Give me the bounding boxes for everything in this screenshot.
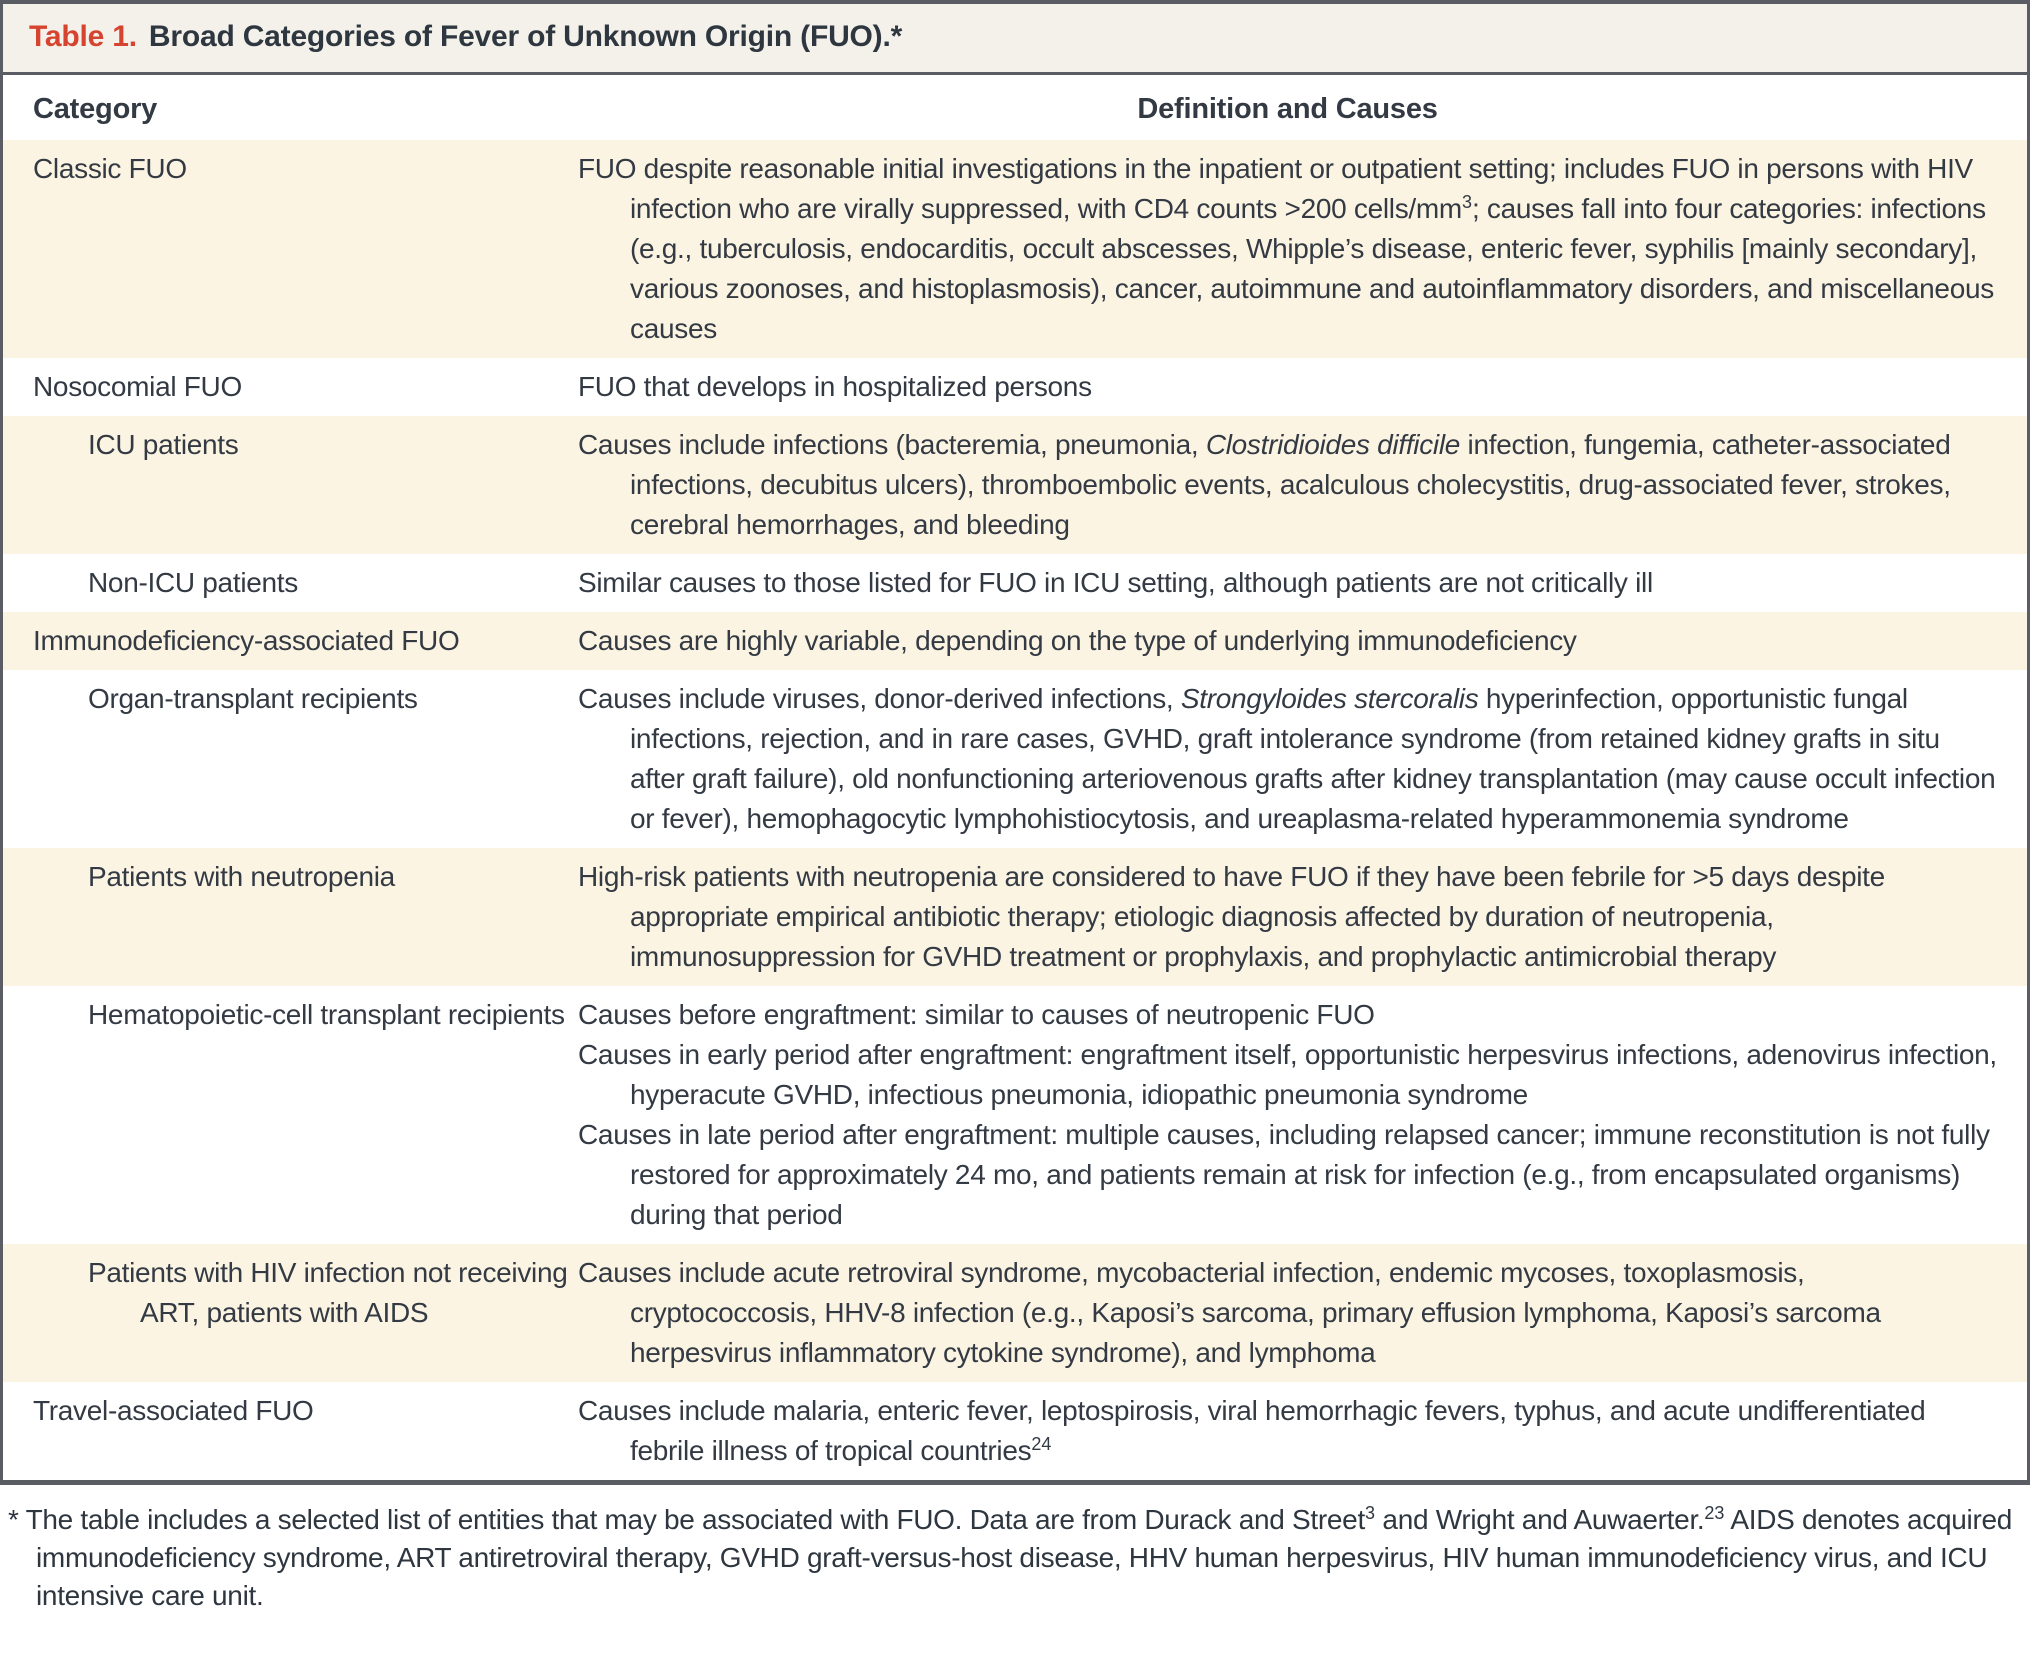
category-cell: Non-ICU patients bbox=[88, 567, 298, 598]
definition-paragraph bbox=[578, 621, 1997, 661]
text-segment: Causes are highly variable, depending on the type of underlying immunodeficiency bbox=[578, 625, 1577, 656]
category-cell: Patients with neutropenia bbox=[88, 861, 395, 892]
definition-paragraph bbox=[578, 1253, 1997, 1373]
reference-superscript: 3 bbox=[1364, 1503, 1375, 1523]
table-body bbox=[3, 140, 2027, 1480]
category-cell: Travel-associated FUO bbox=[33, 1395, 314, 1426]
italic-species-name: Clostridioides difficile bbox=[1205, 429, 1461, 460]
reference-superscript: 24 bbox=[1031, 1434, 1052, 1454]
text-segment: Causes include malaria, enteric fever, leptospirosis, viral hemorrhagic fevers, typhus, and acute undifferentiated febrile illness of tropical countries bbox=[578, 1395, 1926, 1466]
definition-paragraph bbox=[578, 995, 1997, 1035]
table-row bbox=[3, 848, 2027, 986]
table-number: Table 1. bbox=[29, 20, 137, 53]
table-title bbox=[3, 4, 2027, 75]
text-segment: Causes in late period after engraftment: multiple causes, including relapsed cancer; immune reconstitution is not fully restored for approximately 24 mo, and patients remain at risk for infection (e.g., from encapsulated organisms) during that period bbox=[578, 1119, 1990, 1230]
category-cell: Hematopoietic-cell transplant recipients bbox=[88, 999, 565, 1030]
text-segment: * The table includes a selected list of entities that may be associated with FUO. Data are from Durack and Street bbox=[8, 1504, 1365, 1535]
column-header-category: Category bbox=[33, 93, 158, 125]
category-cell: Immunodeficiency-associated FUO bbox=[33, 625, 460, 656]
table-row bbox=[3, 358, 2027, 416]
column-header-definition: Definition and Causes bbox=[1137, 93, 1438, 125]
text-segment: AIDS denotes acquired immunodeficiency syndrome, ART antiretroviral therapy, GVHD graft-versus-host disease, HHV human herpesvirus, HIV human immunodeficiency virus, and ICU intensive care unit. bbox=[36, 1504, 2013, 1611]
text-segment: and Wright and Auwaerter. bbox=[1374, 1504, 1705, 1535]
definition-cell bbox=[578, 995, 2027, 1235]
definition-paragraph bbox=[578, 857, 1997, 977]
table-row bbox=[3, 986, 2027, 1244]
definition-cell bbox=[578, 679, 2027, 839]
definition-paragraph bbox=[578, 149, 1997, 349]
text-segment: High-risk patients with neutropenia are considered to have FUO if they have been febrile for >5 days despite appropriate empirical antibiotic therapy; etiologic diagnosis affected by duration of neutropenia, immunosuppression for GVHD treatment or prophylaxis, and prophylactic antimicrobial therapy bbox=[578, 861, 1885, 972]
definition-cell bbox=[578, 1391, 2027, 1471]
category-cell: ICU patients bbox=[88, 429, 239, 460]
reference-superscript: 23 bbox=[1704, 1503, 1725, 1523]
definition-cell bbox=[578, 367, 2027, 407]
text-segment: Causes include infections (bacteremia, pneumonia, bbox=[578, 429, 1206, 460]
text-segment: infection, fungemia, catheter-associated infections, decubitus ulcers), thromboembolic events, acalculous cholecystitis, drug-associated fever, strokes, cerebral hemorrhages, and bleeding bbox=[630, 429, 1951, 540]
text-segment: Causes in early period after engraftment: engraftment itself, opportunistic herpesvirus infections, adenovirus infection, hyperacute GVHD, infectious pneumonia, idiopathic pneumonia syndrome bbox=[578, 1039, 1997, 1110]
text-segment: Similar causes to those listed for FUO in ICU setting, although patients are not critically ill bbox=[578, 567, 1653, 598]
text-segment: Causes before engraftment: similar to causes of neutropenic FUO bbox=[578, 999, 1375, 1030]
category-cell: Patients with HIV infection not receiving ART, patients with AIDS bbox=[88, 1257, 568, 1328]
definition-paragraph bbox=[578, 1115, 1997, 1235]
definition-paragraph bbox=[578, 679, 1997, 839]
definition-paragraph bbox=[578, 1391, 1997, 1471]
text-segment: Causes include viruses, donor-derived infections, bbox=[578, 683, 1181, 714]
text-segment: FUO despite reasonable initial investigations in the inpatient or outpatient setting; includes FUO in persons with HIV infection who are virally suppressed, with CD4 counts >200 cells/mm bbox=[578, 153, 1973, 224]
definition-cell bbox=[578, 149, 2027, 349]
category-cell: Nosocomial FUO bbox=[33, 371, 242, 402]
text-segment: FUO that develops in hospitalized persons bbox=[578, 371, 1092, 402]
table-row bbox=[3, 670, 2027, 848]
table-row bbox=[3, 416, 2027, 554]
definition-paragraph bbox=[578, 367, 1997, 407]
definition-paragraph bbox=[578, 425, 1997, 545]
definition-paragraph bbox=[578, 1035, 1997, 1115]
definition-cell bbox=[578, 425, 2027, 545]
table-title-text: Broad Categories of Fever of Unknown Origin (FUO).* bbox=[148, 20, 903, 53]
table-row bbox=[3, 1382, 2027, 1480]
text-segment: Causes include acute retroviral syndrome, mycobacterial infection, endemic mycoses, toxoplasmosis, cryptococcosis, HHV-8 infection (e.g., Kaposi’s sarcoma, primary effusion lymphoma, Kaposi’s sarcoma herpesvirus inflammatory cytokine syndrome), and lymphoma bbox=[578, 1257, 1881, 1368]
category-cell: Organ-transplant recipients bbox=[88, 683, 418, 714]
table-row bbox=[3, 554, 2027, 612]
reference-superscript: 3 bbox=[1461, 192, 1472, 212]
italic-species-name: Strongyloides stercoralis bbox=[1180, 683, 1479, 714]
definition-cell bbox=[578, 621, 2027, 661]
definition-cell bbox=[578, 563, 2027, 603]
definition-paragraph bbox=[578, 563, 1997, 603]
table-row bbox=[3, 140, 2027, 358]
category-cell: Classic FUO bbox=[33, 153, 187, 184]
text-segment: hyperinfection, opportunistic fungal infections, rejection, and in rare cases, GVHD, graft intolerance syndrome (from retained kidney grafts in situ after graft failure), old nonfunctioning arteriovenous grafts after kidney transplantation (may cause occult infection or fever), hemophagocytic lymphohistiocytosis, and ureaplasma-related hyperammonemia syndrome bbox=[630, 683, 1996, 834]
text-segment: ; causes fall into four categories: infections (e.g., tuberculosis, endocarditis, occult abscesses, Whipple’s disease, enteric fever, syphilis [mainly secondary], various zoonoses, and histoplasmosis), cancer, autoimmune and autoinflammatory disorders, and miscellaneous causes bbox=[630, 193, 1994, 344]
definition-cell bbox=[578, 1253, 2027, 1373]
table-footnote bbox=[8, 1501, 2020, 1615]
table-header-row bbox=[3, 75, 2027, 140]
table-row bbox=[3, 1244, 2027, 1382]
table-row bbox=[3, 612, 2027, 670]
definition-cell bbox=[578, 857, 2027, 977]
